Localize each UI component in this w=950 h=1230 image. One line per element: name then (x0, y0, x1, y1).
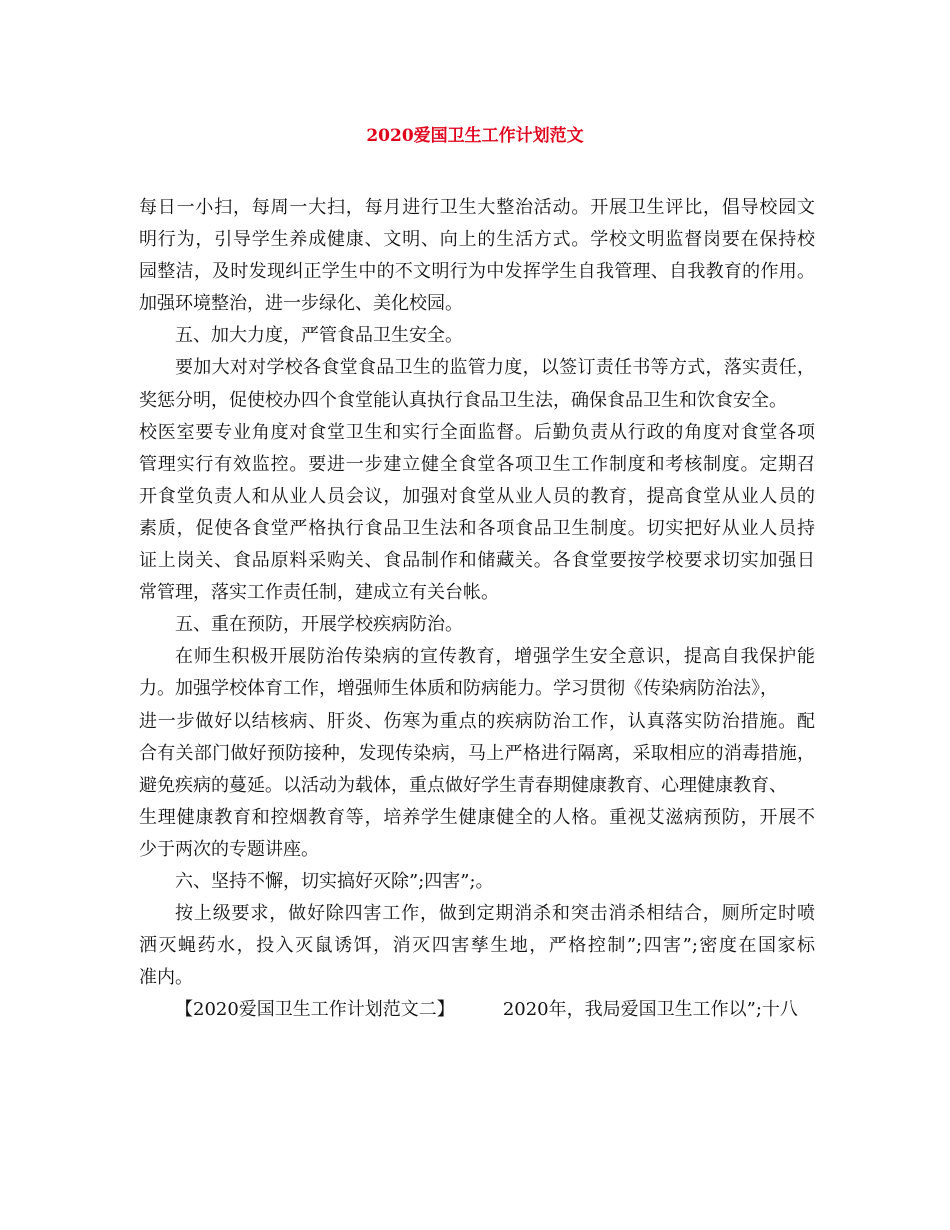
text-line (139, 994, 815, 1026)
text-line: 合有关部门做好预防接种，发现传染病，马上严格进行隔离，采取相应的消毒措施， (139, 742, 815, 764)
text-line: 证上岗关、食品原料采购关、食品制作和储藏关。各食堂要按学校要求切实加强日 (139, 550, 815, 572)
text-fragment: 2020年，我局爱国卫生工作以”;十八 (502, 999, 798, 1021)
text-line: 常管理，落实工作责任制，建成立有关台帐。 (139, 582, 499, 604)
text-line: 少于两次的专题讲座。 (139, 838, 319, 860)
text-line: 避免疾病的蔓延。以活动为载体，重点做好学生青春期健康教育、心理健康教育、 (139, 774, 787, 796)
text-line: 生理健康教育和控烟教育等，培养学生健康健全的人格。重视艾滋病预防，开展不 (139, 806, 815, 828)
text-line: 素质，促使各食堂严格执行食品卫生法和各项食品卫生制度。切实把好从业人员持 (139, 517, 815, 539)
text-line: 按上级要求，做好除四害工作，做到定期消杀和突击消杀相结合，厕所定时喷 (175, 903, 815, 925)
text-line: 校医室要专业角度对食堂卫生和实行全面监督。后勤负责从行政的角度对食堂各项 (139, 421, 815, 443)
text-line: 准内。 (139, 967, 193, 989)
section-heading: 六、坚持不懈，切实搞好灭除”;四害”;。 (175, 870, 494, 892)
text-line: 管理实行有效监控。要进一步建立健全食堂各项卫生工作制度和考核制度。定期召 (139, 453, 815, 475)
text-line: 开食堂负责人和从业人员会议，加强对食堂从业人员的教育，提高食堂从业人员的 (139, 485, 815, 507)
text-line: 加强环境整治，进一步绿化、美化校园。 (139, 293, 463, 315)
section-heading: 五、重在预防，开展学校疾病防治。 (175, 614, 463, 636)
document-body (139, 192, 815, 1026)
text-line: 每日一小扫，每周一大扫，每月进行卫生大整治活动。开展卫生评比，倡导校园文 (139, 197, 815, 218)
text-line: 要加大对对学校各食堂食品卫生的监管力度，以签订责任书等方式，落实责任， (175, 357, 815, 379)
text-line: 在师生积极开展防治传染病的宣传教育，增强学生安全意识，提高自我保护能 (175, 646, 815, 668)
text-line: 进一步做好以结核病、肝炎、伤寒为重点的疾病防治工作，认真落实防治措施。配 (139, 710, 815, 732)
text-line: 奖惩分明，促使校办四个食堂能认真执行食品卫生法，确保食品卫生和饮食安全。 (139, 389, 787, 411)
text-line: 洒灭蝇药水，投入灭鼠诱饵，消灭四害孳生地，严格控制”;四害”;密度在国家标 (139, 935, 815, 957)
text-line: 力。加强学校体育工作，增强师生体质和防病能力。学习贯彻《传染病防治法》， (139, 678, 778, 700)
document-title: 2020爱国卫生工作计划范文 (366, 126, 584, 146)
text-line: 园整洁，及时发现纠正学生中的不文明行为中发挥学生自我管理、自我教育的作用。 (139, 261, 815, 283)
text-line: 明行为，引导学生养成健康、文明、向上的生活方式。学校文明监督岗要在保持校 (139, 229, 815, 251)
section-marker: 【2020爱国卫生工作计划范文二】 (175, 999, 455, 1021)
section-heading: 五、加大力度，严管食品卫生安全。 (175, 325, 463, 347)
